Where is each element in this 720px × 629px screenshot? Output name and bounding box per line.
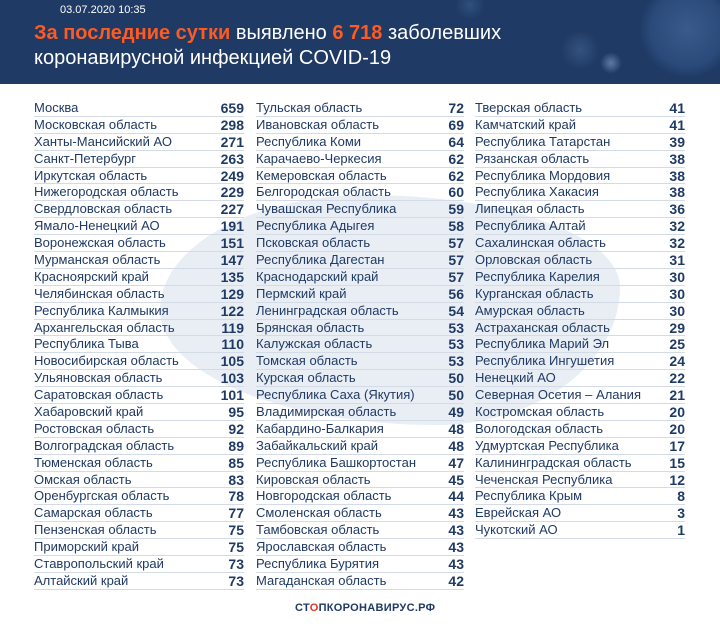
- case-count: 32: [669, 218, 685, 235]
- region-name: Москва: [34, 100, 79, 115]
- logo-part: ПКОРОНАВИРУС.РФ: [318, 602, 436, 614]
- region-column-3: [475, 100, 685, 539]
- case-count: 122: [220, 302, 244, 319]
- case-count: 56: [448, 285, 464, 302]
- region-row: [34, 303, 244, 320]
- region-name: Пензенская область: [34, 522, 157, 538]
- region-name: Республика Татарстан: [475, 133, 611, 149]
- region-name: Республика Марий Эл: [475, 336, 610, 352]
- region-name: Ханты-Мансийский АО: [34, 133, 172, 149]
- region-row: [256, 438, 464, 455]
- region-name: Томская область: [256, 353, 358, 369]
- region-name: Воронежская область: [34, 235, 166, 251]
- region-row: [34, 168, 244, 185]
- region-name: Челябинская область: [34, 285, 165, 301]
- region-row: [34, 404, 244, 421]
- region-row: [34, 539, 244, 556]
- case-count: 15: [669, 454, 685, 471]
- region-row: [256, 336, 464, 353]
- region-name: Новгородская область: [256, 488, 392, 504]
- case-count: 75: [228, 539, 244, 556]
- region-name: Московская область: [34, 116, 158, 132]
- footer-logo: [295, 602, 435, 614]
- region-row: [34, 421, 244, 438]
- region-name: Тверская область: [475, 100, 583, 115]
- region-name: Алтайский край: [34, 572, 129, 588]
- case-count: 263: [220, 150, 244, 167]
- region-row: [475, 286, 685, 303]
- case-count: 38: [669, 150, 685, 167]
- region-name: Калужская область: [256, 336, 373, 352]
- region-column-1: [34, 100, 244, 590]
- region-name: Хабаровский край: [34, 404, 144, 420]
- region-name: Псковская область: [256, 235, 371, 251]
- region-row: [256, 387, 464, 404]
- region-name: Тамбовская область: [256, 522, 380, 538]
- region-row: [34, 387, 244, 404]
- case-count: 110: [221, 336, 244, 353]
- region-name: Республика Дагестан: [256, 252, 385, 268]
- region-name: Ярославская область: [256, 539, 387, 555]
- case-count: 48: [448, 437, 464, 454]
- region-name: Еврейская АО: [475, 505, 562, 521]
- report-date: 03.07.2020 10:35: [60, 4, 146, 16]
- region-name: Оренбургская область: [34, 488, 170, 504]
- region-name: Новосибирская область: [34, 353, 179, 369]
- headline-end: заболевших: [388, 22, 502, 44]
- case-count: 43: [448, 539, 464, 556]
- case-count: 57: [448, 268, 464, 285]
- region-row: [256, 100, 464, 117]
- headline-line2: коронавирусной инфекцией COVID-19: [34, 47, 392, 69]
- case-count: 17: [669, 437, 685, 454]
- region-row: [256, 286, 464, 303]
- case-count: 49: [448, 404, 464, 421]
- region-row: [256, 235, 464, 252]
- case-count: 30: [669, 268, 685, 285]
- case-count: 3: [677, 505, 685, 522]
- case-count: 249: [220, 167, 244, 184]
- region-row: [256, 370, 464, 387]
- case-count: 147: [220, 252, 244, 269]
- region-name: Республика Саха (Якутия): [256, 387, 415, 403]
- virus-icon: [600, 52, 622, 74]
- region-row: [256, 421, 464, 438]
- region-name: Северная Осетия – Алания: [475, 387, 641, 403]
- case-count: 45: [448, 471, 464, 488]
- case-count: 44: [448, 488, 464, 505]
- case-count: 73: [228, 572, 244, 589]
- case-count: 54: [448, 302, 464, 319]
- case-count: 43: [448, 505, 464, 522]
- region-name: Республика Башкортостан: [256, 454, 416, 470]
- region-row: [475, 100, 685, 117]
- region-name: Краснодарский край: [256, 268, 379, 284]
- case-count: 20: [669, 404, 685, 421]
- region-name: Курганская область: [475, 285, 594, 301]
- case-count: 31: [669, 252, 685, 269]
- region-name: Кемеровская область: [256, 167, 387, 183]
- case-count: 659: [220, 100, 244, 116]
- region-row: [475, 252, 685, 269]
- region-name: Иркутская область: [34, 167, 148, 183]
- region-name: Ульяновская область: [34, 370, 163, 386]
- case-count: 42: [448, 572, 464, 589]
- case-count: 29: [669, 319, 685, 336]
- region-row: [475, 488, 685, 505]
- region-name: Астраханская область: [475, 319, 610, 335]
- region-name: Волгоградская область: [34, 437, 175, 453]
- region-name: Брянская область: [256, 319, 365, 335]
- region-row: [256, 201, 464, 218]
- region-row: [475, 472, 685, 489]
- region-row: [34, 472, 244, 489]
- region-name: Тульская область: [256, 100, 363, 115]
- region-row: [256, 151, 464, 168]
- case-count: 271: [220, 133, 244, 150]
- case-count: 53: [448, 319, 464, 336]
- region-row: [34, 100, 244, 117]
- region-name: Омская область: [34, 471, 132, 487]
- region-name: Республика Алтай: [475, 218, 586, 234]
- region-row: [34, 522, 244, 539]
- region-name: Самарская область: [34, 505, 153, 521]
- case-count: 48: [448, 420, 464, 437]
- region-name: Приморский край: [34, 539, 139, 555]
- header-banner: [0, 0, 720, 84]
- case-count: 85: [228, 454, 244, 471]
- region-name: Вологодская область: [475, 420, 604, 436]
- case-count: 89: [228, 437, 244, 454]
- region-row: [34, 134, 244, 151]
- region-name: Ростовская область: [34, 420, 155, 436]
- region-row: [34, 556, 244, 573]
- region-name: Республика Мордовия: [475, 167, 611, 183]
- virus-icon: [640, 0, 720, 77]
- region-name: Республика Бурятия: [256, 556, 380, 572]
- case-count: 53: [448, 336, 464, 353]
- virus-icon: [560, 30, 600, 70]
- region-row: [475, 201, 685, 218]
- region-name: Белгородская область: [256, 184, 391, 200]
- region-row: [256, 353, 464, 370]
- region-name: Смоленская область: [256, 505, 382, 521]
- region-row: [256, 320, 464, 337]
- region-row: [256, 303, 464, 320]
- region-row: [256, 117, 464, 134]
- region-row: [34, 573, 244, 590]
- region-row: [34, 235, 244, 252]
- case-count: 12: [669, 471, 685, 488]
- region-row: [34, 488, 244, 505]
- case-count: 24: [669, 353, 685, 370]
- region-name: Республика Ингушетия: [475, 353, 615, 369]
- region-row: [34, 269, 244, 286]
- case-count: 53: [448, 353, 464, 370]
- region-name: Забайкальский край: [256, 437, 379, 453]
- region-row: [34, 286, 244, 303]
- region-row: [475, 522, 685, 539]
- case-count: 57: [448, 252, 464, 269]
- case-count: 101: [220, 387, 244, 404]
- region-row: [475, 218, 685, 235]
- case-count: 47: [448, 454, 464, 471]
- region-name: Республика Калмыкия: [34, 302, 169, 318]
- region-row: [475, 455, 685, 472]
- region-row: [475, 387, 685, 404]
- region-row: [34, 336, 244, 353]
- case-count: 57: [448, 235, 464, 252]
- row-divider: [475, 538, 685, 539]
- region-name: Владимирская область: [256, 404, 397, 420]
- region-row: [475, 269, 685, 286]
- region-name: Чеченская Республика: [475, 471, 613, 487]
- case-count: 95: [228, 404, 244, 421]
- headline-accent: За последние сутки: [34, 22, 231, 44]
- case-count: 38: [669, 167, 685, 184]
- region-name: Чукотский АО: [475, 522, 558, 538]
- case-count: 92: [228, 420, 244, 437]
- case-count: 62: [448, 167, 464, 184]
- case-count: 105: [220, 353, 244, 370]
- region-row: [256, 252, 464, 269]
- region-row: [475, 505, 685, 522]
- region-name: Кабардино-Балкария: [256, 420, 384, 436]
- case-count: 135: [220, 268, 244, 285]
- logo-o-icon: О: [309, 602, 319, 614]
- case-count: 64: [448, 133, 464, 150]
- case-count: 78: [228, 488, 244, 505]
- region-row: [256, 573, 464, 590]
- case-count: 69: [448, 116, 464, 133]
- case-count: 50: [448, 370, 464, 387]
- region-row: [475, 235, 685, 252]
- case-count: 8: [677, 488, 685, 505]
- case-count: 227: [220, 201, 244, 218]
- region-name: Пермский край: [256, 285, 347, 301]
- region-name: Ямало-Ненецкий АО: [34, 218, 160, 234]
- case-count: 41: [669, 100, 685, 116]
- case-count: 62: [448, 150, 464, 167]
- case-count: 43: [448, 556, 464, 573]
- case-count: 129: [220, 285, 244, 302]
- region-name: Калининградская область: [475, 454, 632, 470]
- region-row: [34, 455, 244, 472]
- region-row: [34, 370, 244, 387]
- row-divider: [256, 589, 464, 590]
- region-name: Рязанская область: [475, 150, 590, 166]
- case-count: 73: [228, 556, 244, 573]
- region-name: Ненецкий АО: [475, 370, 556, 386]
- region-name: Магаданская область: [256, 572, 387, 588]
- region-row: [256, 269, 464, 286]
- region-row: [34, 201, 244, 218]
- case-count: 103: [220, 370, 244, 387]
- headline-mid: выявлено: [235, 22, 327, 44]
- case-count: 75: [228, 522, 244, 539]
- region-row: [475, 117, 685, 134]
- case-count: 30: [669, 302, 685, 319]
- region-row: [475, 303, 685, 320]
- region-name: Костромская область: [475, 404, 605, 420]
- case-count: 41: [669, 116, 685, 133]
- case-count: 60: [448, 184, 464, 201]
- region-row: [256, 505, 464, 522]
- region-name: Ленинградская область: [256, 302, 399, 318]
- case-count: 72: [448, 100, 464, 116]
- region-name: Нижегородская область: [34, 184, 179, 200]
- region-name: Саратовская область: [34, 387, 164, 403]
- region-name: Курская область: [256, 370, 356, 386]
- logo-part: СТ: [295, 602, 310, 614]
- case-count: 83: [228, 471, 244, 488]
- total-cases: 6 718: [332, 22, 383, 44]
- case-count: 22: [669, 370, 685, 387]
- region-name: Ивановская область: [256, 116, 379, 132]
- region-row: [256, 404, 464, 421]
- virus-icon: [455, 0, 485, 20]
- region-row: [256, 218, 464, 235]
- region-name: Красноярский край: [34, 268, 149, 284]
- region-row: [34, 117, 244, 134]
- region-row: [34, 438, 244, 455]
- region-name: Республика Карелия: [475, 268, 600, 284]
- case-count: 43: [448, 522, 464, 539]
- region-name: Амурская область: [475, 302, 585, 318]
- case-count: 58: [448, 218, 464, 235]
- region-row: [256, 134, 464, 151]
- region-name: Кировская область: [256, 471, 371, 487]
- region-name: Сахалинская область: [475, 235, 606, 251]
- case-count: 191: [220, 218, 244, 235]
- region-row: [475, 404, 685, 421]
- case-count: 298: [220, 116, 244, 133]
- region-row: [34, 218, 244, 235]
- case-count: 20: [669, 420, 685, 437]
- region-name: Тюменская область: [34, 454, 153, 470]
- region-row: [34, 151, 244, 168]
- region-column-2: [256, 100, 464, 590]
- case-count: 32: [669, 235, 685, 252]
- region-name: Орловская область: [475, 252, 593, 268]
- region-row: [34, 252, 244, 269]
- region-row: [475, 151, 685, 168]
- case-count: 151: [220, 235, 244, 252]
- region-row: [475, 336, 685, 353]
- region-name: Мурманская область: [34, 252, 161, 268]
- region-name: Республика Тыва: [34, 336, 139, 352]
- region-name: Ставропольский край: [34, 556, 164, 572]
- case-count: 229: [220, 184, 244, 201]
- region-row: [256, 488, 464, 505]
- case-count: 36: [669, 201, 685, 218]
- region-row: [475, 421, 685, 438]
- region-name: Чувашская Республика: [256, 201, 397, 217]
- region-name: Карачаево-Черкесия: [256, 150, 382, 166]
- region-name: Камчатский край: [475, 116, 576, 132]
- region-row: [256, 522, 464, 539]
- case-count: 21: [669, 387, 685, 404]
- region-row: [34, 505, 244, 522]
- case-count: 39: [669, 133, 685, 150]
- region-row: [475, 184, 685, 201]
- region-row: [34, 320, 244, 337]
- region-row: [475, 353, 685, 370]
- region-row: [475, 438, 685, 455]
- headline: [34, 22, 501, 45]
- region-row: [256, 184, 464, 201]
- region-row: [475, 168, 685, 185]
- region-name: Республика Хакасия: [475, 184, 599, 200]
- region-row: [256, 472, 464, 489]
- region-name: Удмуртская Республика: [475, 437, 619, 453]
- region-row: [256, 556, 464, 573]
- region-row: [475, 320, 685, 337]
- region-row: [475, 370, 685, 387]
- case-count: 1: [677, 522, 685, 539]
- region-name: Липецкая область: [475, 201, 585, 217]
- case-count: 59: [448, 201, 464, 218]
- case-count: 30: [669, 285, 685, 302]
- region-name: Свердловская область: [34, 201, 173, 217]
- region-row: [256, 455, 464, 472]
- case-count: 38: [669, 184, 685, 201]
- case-count: 50: [448, 387, 464, 404]
- case-count: 77: [228, 505, 244, 522]
- region-row: [34, 184, 244, 201]
- case-count: 25: [669, 336, 685, 353]
- region-row: [34, 353, 244, 370]
- region-name: Санкт-Петербург: [34, 150, 136, 166]
- region-name: Архангельская область: [34, 319, 175, 335]
- region-name: Республика Крым: [475, 488, 583, 504]
- region-name: Республика Коми: [256, 133, 362, 149]
- region-name: Республика Адыгея: [256, 218, 375, 234]
- region-row: [475, 134, 685, 151]
- region-row: [256, 539, 464, 556]
- region-row: [256, 168, 464, 185]
- case-count: 119: [221, 319, 244, 336]
- row-divider: [34, 589, 244, 590]
